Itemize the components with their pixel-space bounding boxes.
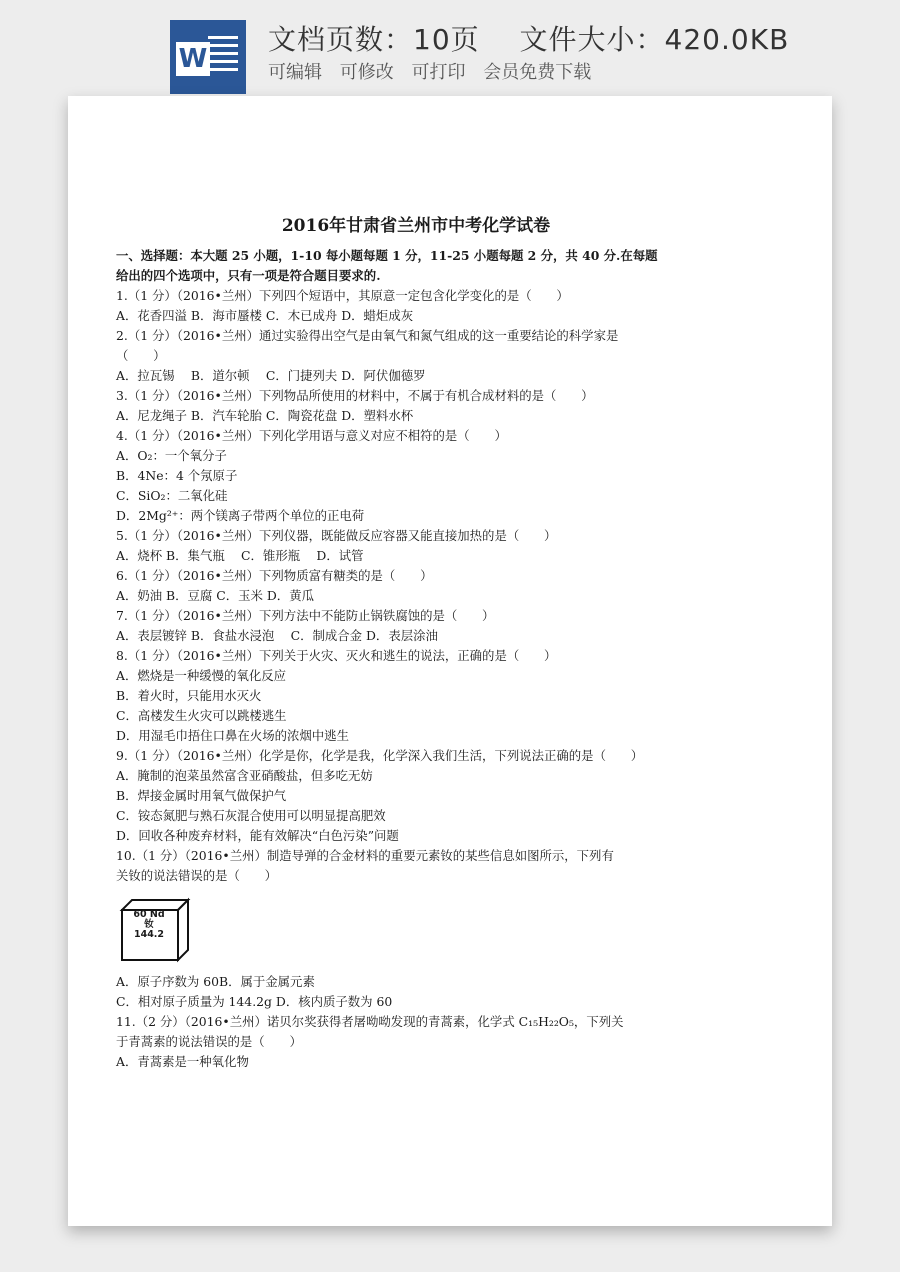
question-9-option-d: D．回收各种废弃材料，能有效解决“白色污染”问题 <box>116 828 399 843</box>
feature-member-download: 会员免费下载 <box>483 62 592 83</box>
question-8: 8.（1 分）（2016•兰州）下列关于火灾、灭火和逃生的说法，正确的是（ ） <box>116 648 557 663</box>
page-count: 文档页数：10页 <box>268 23 480 56</box>
question-9-option-c: C．铵态氮肥与熟石灰混合使用可以明显提高肥效 <box>116 808 386 823</box>
question-4-option-b: B．4Ne：4 个氖原子 <box>116 468 238 483</box>
element-number-symbol: 60 Nd <box>133 909 165 920</box>
question-3: 3.（1 分）（2016•兰州）下列物品所使用的材料中，不属于有机合成材料的是（ ） <box>116 388 594 403</box>
feature-editable: 可编辑 <box>268 62 322 83</box>
document-title: 2016年甘肃省兰州市中考化学试卷 <box>281 216 551 236</box>
question-8-option-b: B．着火时，只能用水灭火 <box>116 688 262 703</box>
word-letter: W <box>176 42 210 76</box>
file-info-header <box>0 0 900 100</box>
question-9: 9.（1 分）（2016•兰州）化学是你，化学是我，化学深入我们生活，下列说法正确的是（ ） <box>116 748 644 763</box>
question-8-option-d: D．用湿毛巾捂住口鼻在火场的浓烟中逃生 <box>116 728 349 743</box>
question-10: 10.（1 分）（2016•兰州）制造导弹的合金材料的重要元素钕的某些信息如图所示，下列有 <box>116 848 614 863</box>
question-11-cont: 于青蒿素的说法错误的是（ ） <box>116 1034 302 1049</box>
question-8-option-a: A．燃烧是一种缓慢的氧化反应 <box>116 668 287 683</box>
question-4-option-c: C．SiO₂：二氧化硅 <box>116 488 228 503</box>
question-3-options: A．尼龙绳子 B．汽车轮胎 C．陶瓷花盘 D．塑料水杯 <box>116 408 414 423</box>
question-10-options-ab: A．原子序数为 60B．属于金属元素 <box>116 974 315 989</box>
question-5-options: A．烧杯 B．集气瓶 C．锥形瓶 D．试管 <box>116 548 364 563</box>
question-9-option-a: A．腌制的泡菜虽然富含亚硝酸盐，但多吃无妨 <box>116 768 373 783</box>
word-document-icon <box>170 20 246 94</box>
file-size: 文件大小：420.0KB <box>519 23 790 56</box>
element-name: 钕 <box>144 919 154 930</box>
question-1-options: A．花香四溢 B．海市蜃楼 C．木已成舟 D．蜡炬成灰 <box>116 308 414 323</box>
question-8-option-c: C．高楼发生火灾可以跳楼逃生 <box>116 708 287 723</box>
question-9-option-b: B．焊接金属时用氧气做保护气 <box>116 788 287 803</box>
section-instructions: 一、选择题：本大题 25 小题，1-10 每小题每题 1 分，11-25 小题每题 2 分，共 40 分.在每题 <box>116 248 658 263</box>
section-instructions-cont: 给出的四个选项中，只有一项是符合题目要求的. <box>116 268 381 283</box>
file-meta <box>268 18 789 58</box>
question-10-options-cd: C．相对原子质量为 144.2g D．核内质子数为 60 <box>116 994 393 1009</box>
question-10-cont: 关钕的说法错误的是（ ） <box>116 868 278 883</box>
question-11: 11.（2 分）（2016•兰州）诺贝尔奖获得者屠呦呦发现的青蒿素，化学式 C₁₅H₂₂O₅，下列关 <box>116 1014 624 1029</box>
question-2-options: A．拉瓦锡 B．道尔顿 C．门捷列夫 D．阿伏伽德罗 <box>116 368 426 383</box>
question-11-option-a: A．青蒿素是一种氧化物 <box>116 1054 249 1069</box>
question-7: 7.（1 分）（2016•兰州）下列方法中不能防止锅铁腐蚀的是（ ） <box>116 608 495 623</box>
question-7-options: A．表层镀锌 B．食盐水浸泡 C．制成合金 D．表层涂油 <box>116 628 438 643</box>
question-5: 5.（1 分）（2016•兰州）下列仪器，既能做反应容器又能直接加热的是（ ） <box>116 528 557 543</box>
question-2-cont: （ ） <box>116 348 166 363</box>
document-content <box>116 210 716 1072</box>
question-6-options: A．奶油 B．豆腐 C．玉米 D．黄瓜 <box>116 588 314 603</box>
element-cube-text <box>124 910 174 940</box>
question-2: 2.（1 分）（2016•兰州）通过实验得出空气是由氧气和氮气组成的这一重要结论的科学家是 <box>116 328 619 343</box>
feature-printable: 可打印 <box>411 62 466 83</box>
question-4: 4.（1 分）（2016•兰州）下列化学用语与意义对应不相符的是（ ） <box>116 428 507 443</box>
question-6: 6.（1 分）（2016•兰州）下列物质富有糖类的是（ ） <box>116 568 433 583</box>
question-1: 1.（1 分）（2016•兰州）下列四个短语中，其原意一定包含化学变化的是（ ） <box>116 288 569 303</box>
element-mass: 144.2 <box>133 929 165 940</box>
feature-modifiable: 可修改 <box>339 62 394 83</box>
question-4-option-d: D．2Mg²⁺：两个镁离子带两个单位的正电荷 <box>116 508 365 523</box>
neodymium-element-figure <box>118 896 194 964</box>
question-4-option-a: A．O₂：一个氧分子 <box>116 448 227 463</box>
feature-list <box>268 58 603 84</box>
